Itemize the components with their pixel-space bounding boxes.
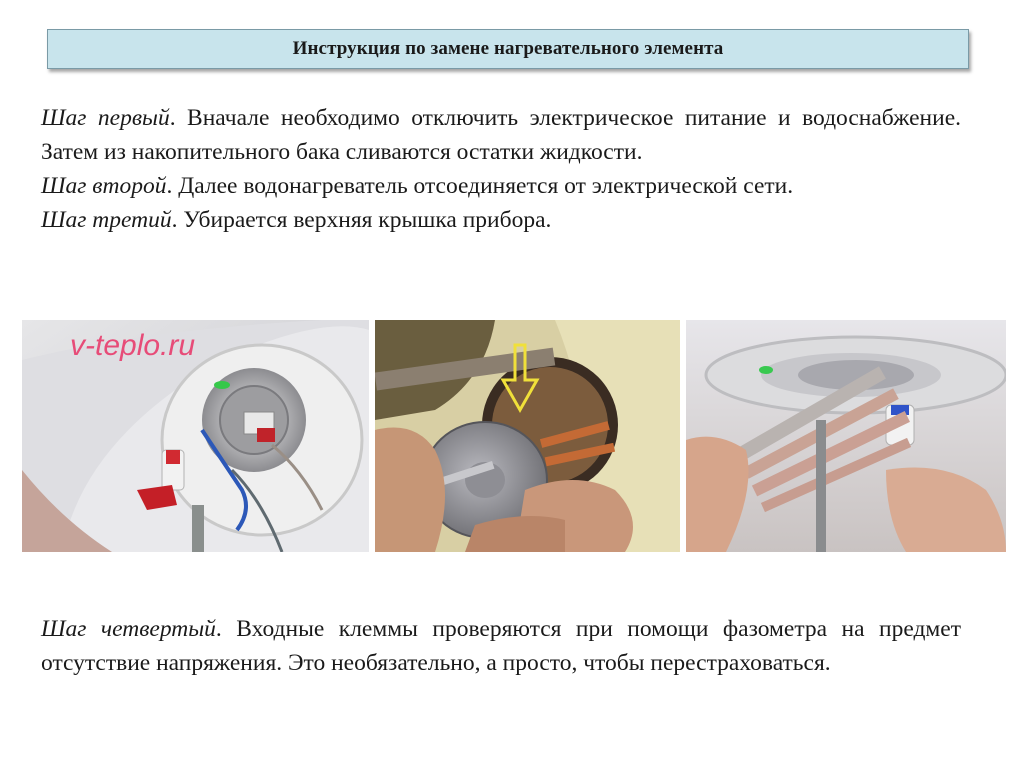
step-1-label: Шаг первый [41, 105, 170, 131]
step-1-paragraph [41, 101, 961, 169]
step-3-text: . Убирается верхняя крышка прибора. [171, 207, 552, 233]
step-3-paragraph [41, 203, 961, 237]
step-4-label: Шаг четвертый [41, 616, 216, 642]
step-1-text: . Вначале необходимо отключить электрическое питание и водоснабжение. Затем из накопительного бака сливаются остатки жидкости. [41, 105, 961, 165]
step-2-paragraph [41, 169, 961, 203]
step-2-label: Шаг второй [41, 173, 167, 199]
steps-top-block [41, 101, 961, 237]
step-4-paragraph [41, 612, 961, 680]
step-4-text: . Входные клеммы проверяются при помощи фазометра на предмет отсутствие напряжения. Это необязательно, а просто, чтобы перестраховаться. [41, 616, 961, 676]
photo-watermark-text: v-teplo.ru [70, 329, 196, 362]
slide-title-box [47, 29, 969, 69]
photo-heater-open-cover [22, 320, 369, 552]
step-2-text: . Далее водонагреватель отсоединяется от электрической сети. [166, 173, 794, 199]
photo-hands-removing-element [375, 320, 680, 552]
photo-element-pulled-out [686, 320, 1006, 552]
step-3-label: Шаг третий [41, 207, 172, 233]
steps-bottom-block [41, 612, 961, 680]
slide-title: Инструкция по замене нагревательного элемента [292, 38, 724, 59]
